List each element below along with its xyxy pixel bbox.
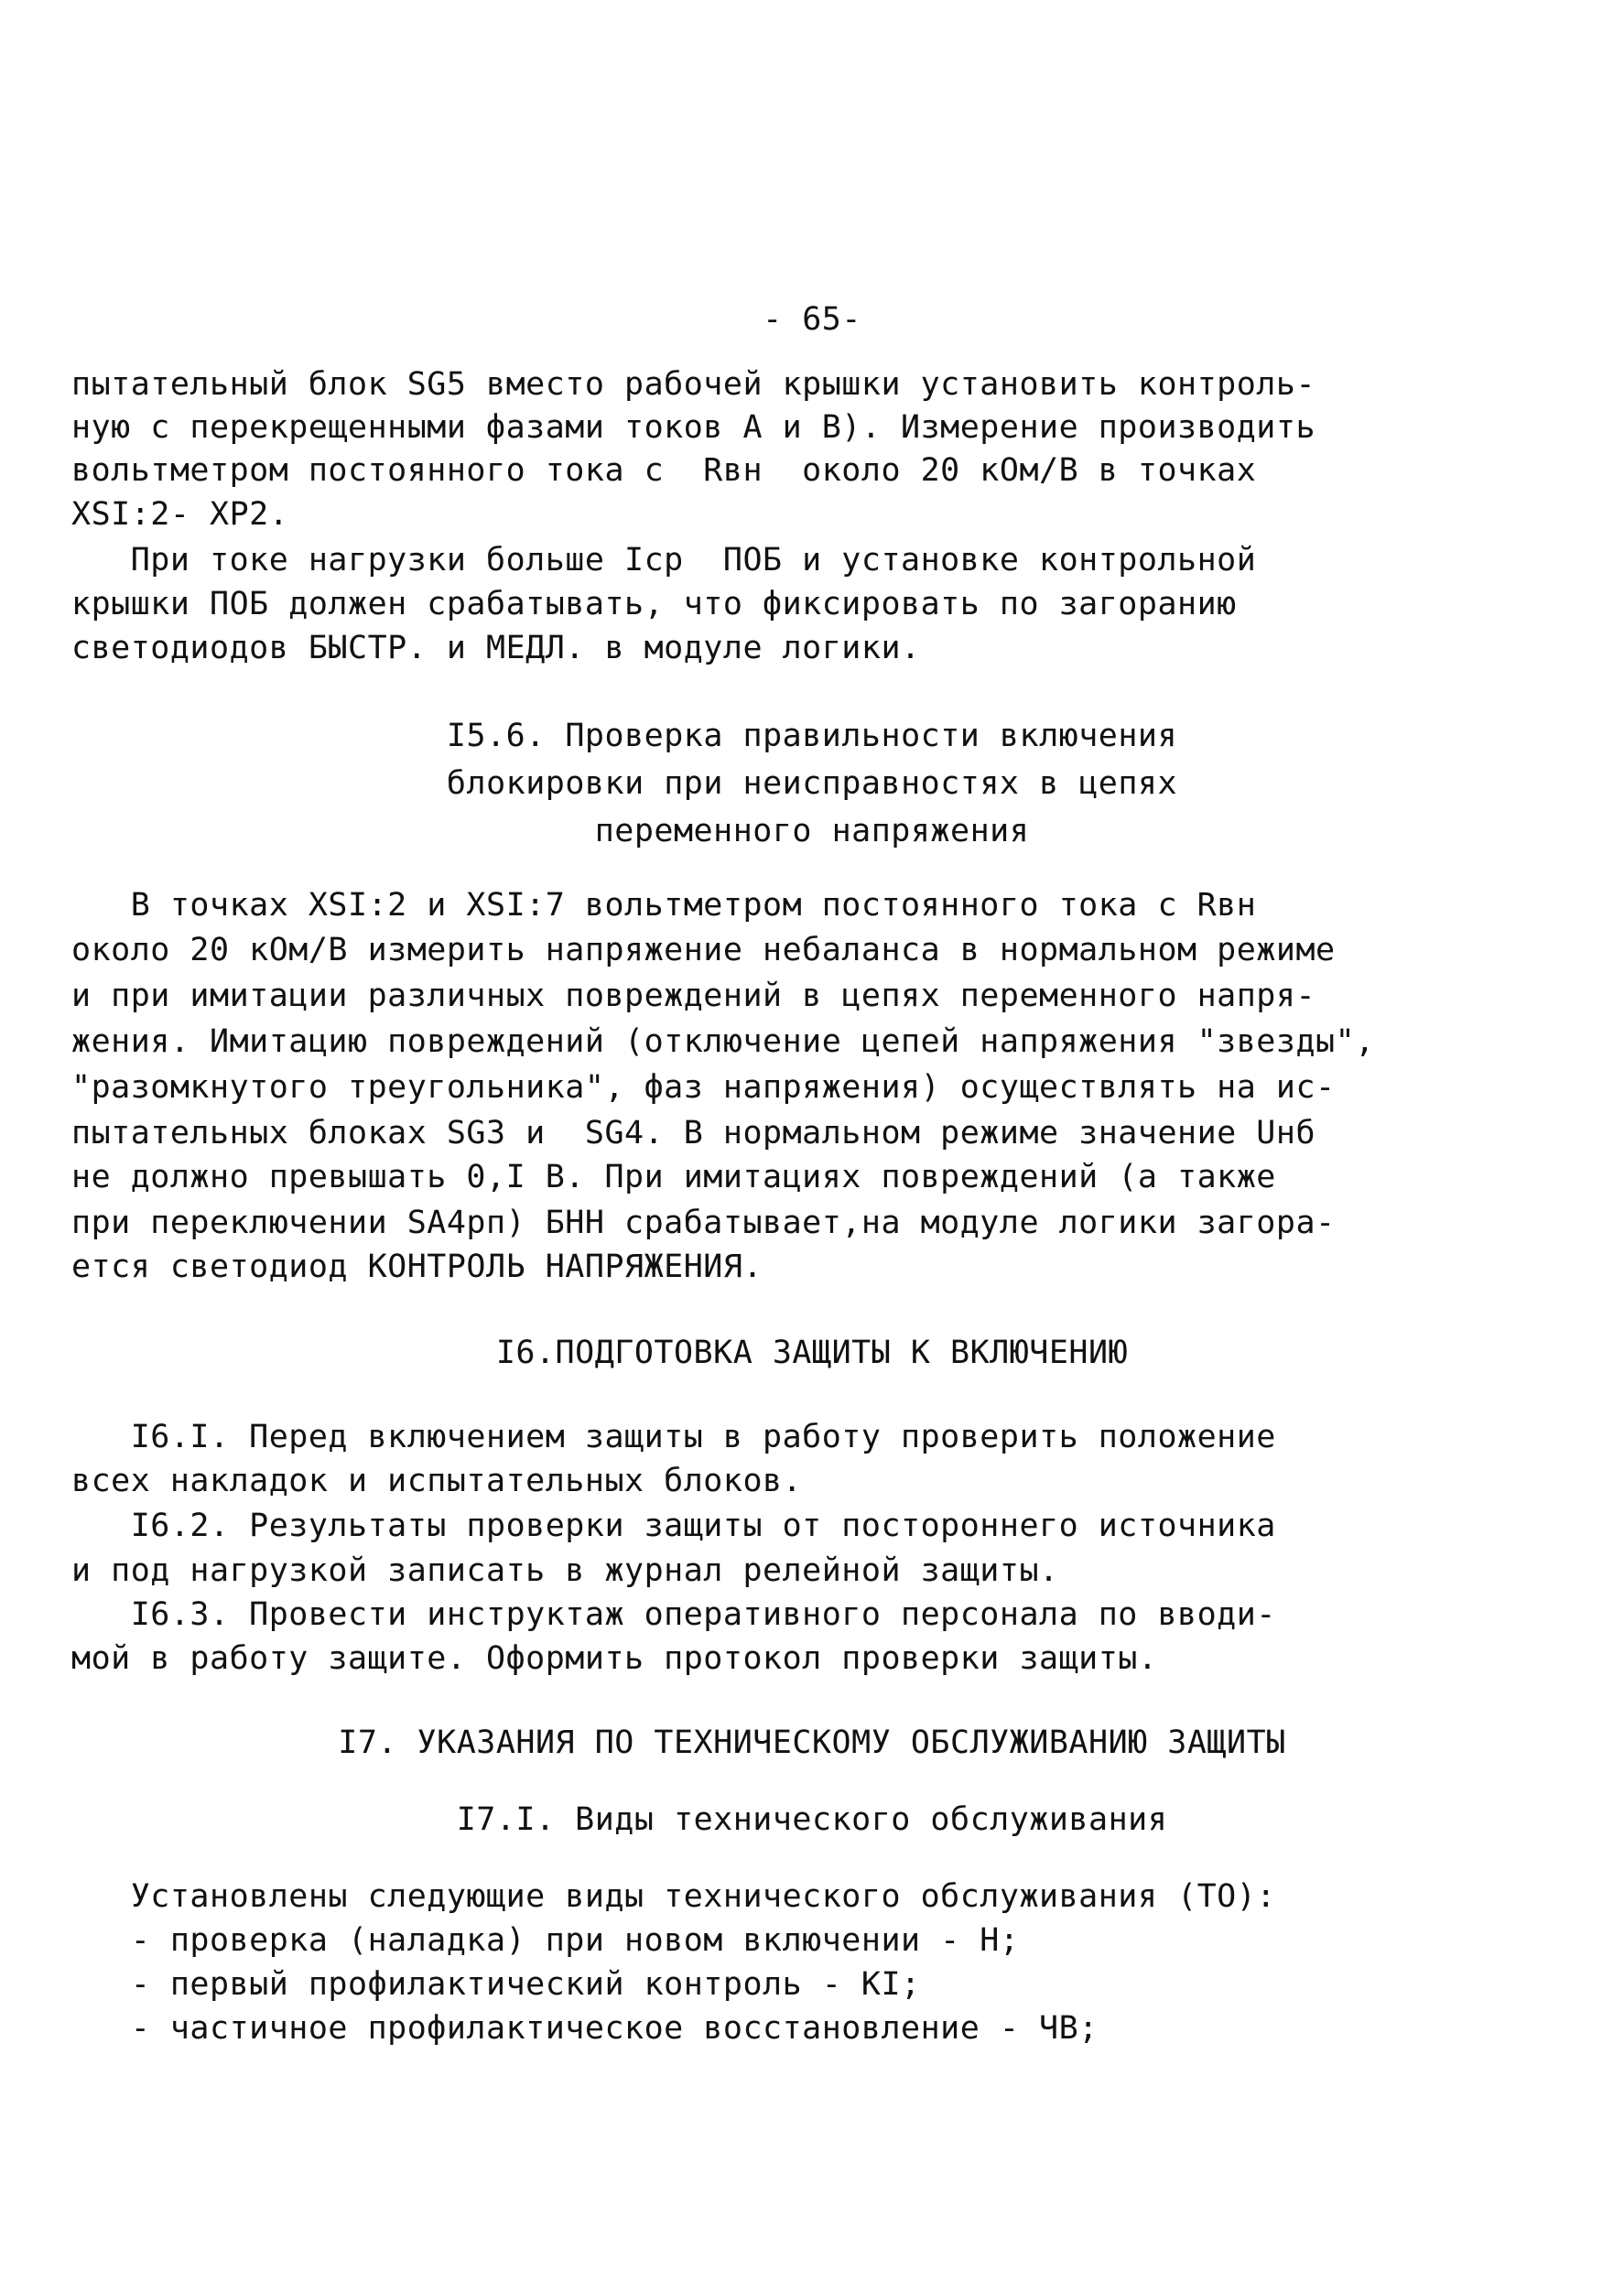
text-line: вольтметром постоянного тока с Rвн около 20 кОм/В в точках xyxy=(71,452,1257,489)
text-line: I6.I. Перед включением защиты в работу проверить положение xyxy=(71,1419,1276,1455)
text-line: При токе нагрузки больше Iср ПОБ и установке контрольной xyxy=(71,542,1257,578)
list-item: - частичное профилактическое восстановление - ЧВ; xyxy=(71,2010,1099,2047)
subsection-heading: I7.I. Виды технического обслуживания xyxy=(456,1801,1168,1838)
section-title: блокировки при неисправностях в цепях xyxy=(446,765,1178,802)
list-item: - проверка (наладка) при новом включении - Н; xyxy=(71,1922,1020,1959)
text-line: Установлены следующие виды технического обслуживания (ТО): xyxy=(71,1878,1276,1915)
text-line: I6.3. Провести инструктаж оперативного персонала по вводи- xyxy=(71,1596,1276,1633)
text-line: светодиодов БЫСТР. и МЕДЛ. в модуле логики. xyxy=(71,630,921,666)
text-line: пытательный блок SG5 вместо рабочей крышки установить контроль- xyxy=(71,366,1316,403)
text-line: пытательных блоках SG3 и SG4. В нормальном режиме значение Uнб xyxy=(71,1115,1316,1151)
text-line: мой в работу защите. Оформить протокол проверки защиты. xyxy=(71,1640,1158,1677)
list-item: - первый профилактический контроль - КI; xyxy=(71,1966,921,2003)
section-title: I5.6. Проверка правильности включения xyxy=(446,718,1178,754)
page-number: - 65- xyxy=(763,301,861,338)
text-line: крышки ПОБ должен срабатывать, что фиксировать по загоранию xyxy=(71,586,1237,622)
section-heading: I7. УКАЗАНИЯ ПО ТЕХНИЧЕСКОМУ ОБСЛУЖИВАНИЮ ЗАЩИТЫ xyxy=(338,1724,1286,1761)
text-line: и при имитации различных повреждений в цепях переменного напря- xyxy=(71,978,1316,1014)
text-line: ется светодиод КОНТРОЛЬ НАПРЯЖЕНИЯ. xyxy=(71,1249,763,1285)
text-line: при переключении SA4рп) БНН срабатывает,на модуле логики загора- xyxy=(71,1205,1336,1241)
text-line: жения. Имитацию повреждений (отключение цепей напряжения "звезды", xyxy=(71,1023,1375,1060)
text-line: всех накладок и испытательных блоков. xyxy=(71,1463,803,1499)
text-line: около 20 кОм/В измерить напряжение небаланса в нормальном режиме xyxy=(71,932,1336,968)
section-heading: I6.ПОДГОТОВКА ЗАЩИТЫ К ВКЛЮЧЕНИЮ xyxy=(495,1335,1129,1371)
text-line: XSI:2- XP2. xyxy=(71,496,289,533)
text-line: ную с перекрещенными фазами токов А и В). Измерение производить xyxy=(71,409,1316,446)
text-line: не должно превышать 0,I В. При имитациях повреждений (а также xyxy=(71,1159,1276,1195)
text-line: и под нагрузкой записать в журнал релейной защиты. xyxy=(71,1552,1059,1589)
section-title: переменного напряжения xyxy=(594,813,1030,849)
text-line: I6.2. Результаты проверки защиты от постороннего источника xyxy=(71,1508,1276,1544)
text-line: "разомкнутого треугольника", фаз напряжения) осуществлять на ис- xyxy=(71,1069,1336,1106)
text-line: В точках XSI:2 и XSI:7 вольтметром постоянного тока с Rвн xyxy=(71,887,1257,924)
